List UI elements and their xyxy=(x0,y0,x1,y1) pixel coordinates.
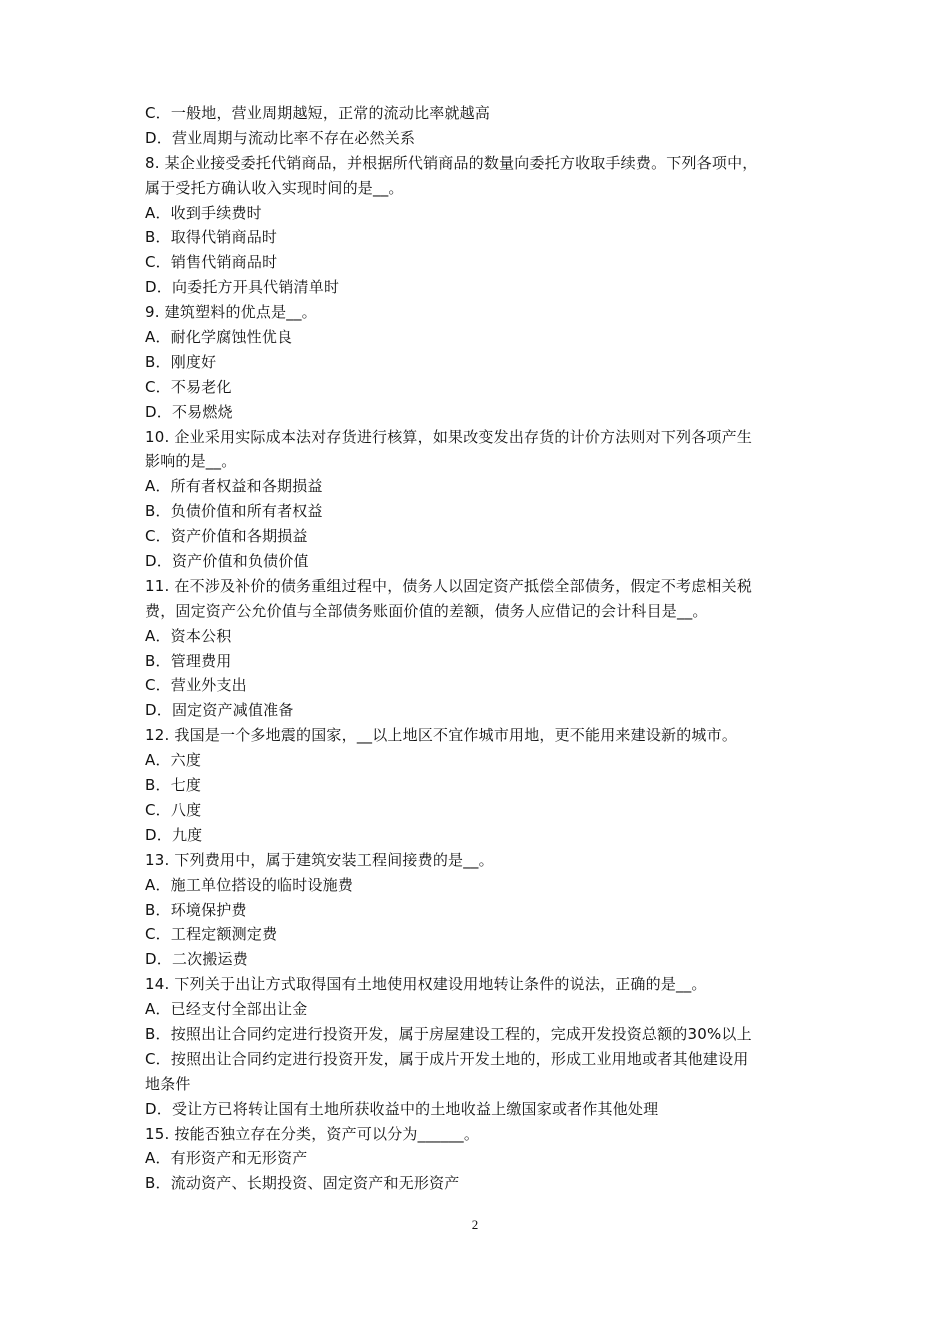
text-line: D．二次搬运费 xyxy=(145,950,248,969)
text-line: A．六度 xyxy=(145,751,202,770)
text-line: A．资本公积 xyxy=(145,626,232,645)
text-line: D．营业周期与流动比率不存在必然关系 xyxy=(145,128,416,147)
text-line: B．刚度好 xyxy=(145,352,217,371)
text-line: A．有形资产和无形资产 xyxy=(145,1149,308,1168)
text-line: C．营业外支出 xyxy=(145,676,247,695)
text-line: D．固定资产减值准备 xyxy=(145,701,294,720)
text-line: B．七度 xyxy=(145,776,202,795)
text-line: D．九度 xyxy=(145,825,203,844)
text-line: 8. 某企业接受委托代销商品，并根据所代销商品的数量向委托方收取手续费。下列各项中， xyxy=(145,153,758,172)
text-line: 属于受托方确认收入实现时间的是__。 xyxy=(145,178,404,197)
text-line: A．施工单位搭设的临时设施费 xyxy=(145,875,354,894)
text-line: D．资产价值和负债价值 xyxy=(145,552,309,571)
text-line: B．按照出让合同约定进行投资开发，属于房屋建设工程的，完成开发投资总额的30%以上 xyxy=(145,1024,752,1043)
text-line: A．所有者权益和各期损益 xyxy=(145,477,323,496)
text-line: C．八度 xyxy=(145,800,202,819)
page-content xyxy=(145,101,825,1196)
text-line: 11. 在不涉及补价的债务重组过程中，债务人以固定资产抵偿全部债务，假定不考虑相关税 xyxy=(145,576,753,595)
text-line: 15. 按能否独立存在分类，资产可以分为______。 xyxy=(145,1124,480,1143)
text-line: D．受让方已将转让国有土地所获收益中的土地收益上缴国家或者作其他处理 xyxy=(145,1099,659,1118)
text-line: A．收到手续费时 xyxy=(145,203,262,222)
text-line: C．按照出让合同约定进行投资开发，属于成片开发土地的，形成工业用地或者其他建设用 xyxy=(145,1049,749,1068)
text-line: C．销售代销商品时 xyxy=(145,253,278,272)
text-line: B．流动资产、长期投资、固定资产和无形资产 xyxy=(145,1174,460,1193)
text-line: 地条件 xyxy=(145,1074,191,1093)
text-line: B．环境保护费 xyxy=(145,900,247,919)
text-line: 13. 下列费用中，属于建筑安装工程间接费的是__。 xyxy=(145,850,494,869)
text-line: A．已经支付全部出让金 xyxy=(145,1000,308,1019)
text-line: B．负债价值和所有者权益 xyxy=(145,502,323,521)
text-line: B．管理费用 xyxy=(145,651,232,670)
text-line: 费，固定资产公允价值与全部债务账面价值的差额，债务人应借记的会计科目是__。 xyxy=(145,601,708,620)
page-number: 2 xyxy=(471,1217,479,1232)
text-line: 14. 下列关于出让方式取得国有土地使用权建设用地转让条件的说法，正确的是__。 xyxy=(145,975,707,994)
text-line: 10. 企业采用实际成本法对存货进行核算，如果改变发出存货的计价方法则对下列各项产生 xyxy=(145,427,753,446)
text-line: C．工程定额测定费 xyxy=(145,925,278,944)
text-line: C．不易老化 xyxy=(145,377,232,396)
text-line: C．一般地，营业周期越短，正常的流动比率就越高 xyxy=(145,104,491,122)
text-line: D．不易燃烧 xyxy=(145,402,233,421)
text-line: D．向委托方开具代销清单时 xyxy=(145,278,340,297)
text-line: 12. 我国是一个多地震的国家，__以上地区不宜作城市用地，更不能用来建设新的城市。 xyxy=(145,726,738,745)
text-line: 影响的是__。 xyxy=(145,452,237,471)
text-line: C．资产价值和各期损益 xyxy=(145,527,308,546)
text-line: B．取得代销商品时 xyxy=(145,228,278,247)
text-line: A．耐化学腐蚀性优良 xyxy=(145,328,293,347)
text-line: 9. 建筑塑料的优点是__。 xyxy=(145,303,317,322)
